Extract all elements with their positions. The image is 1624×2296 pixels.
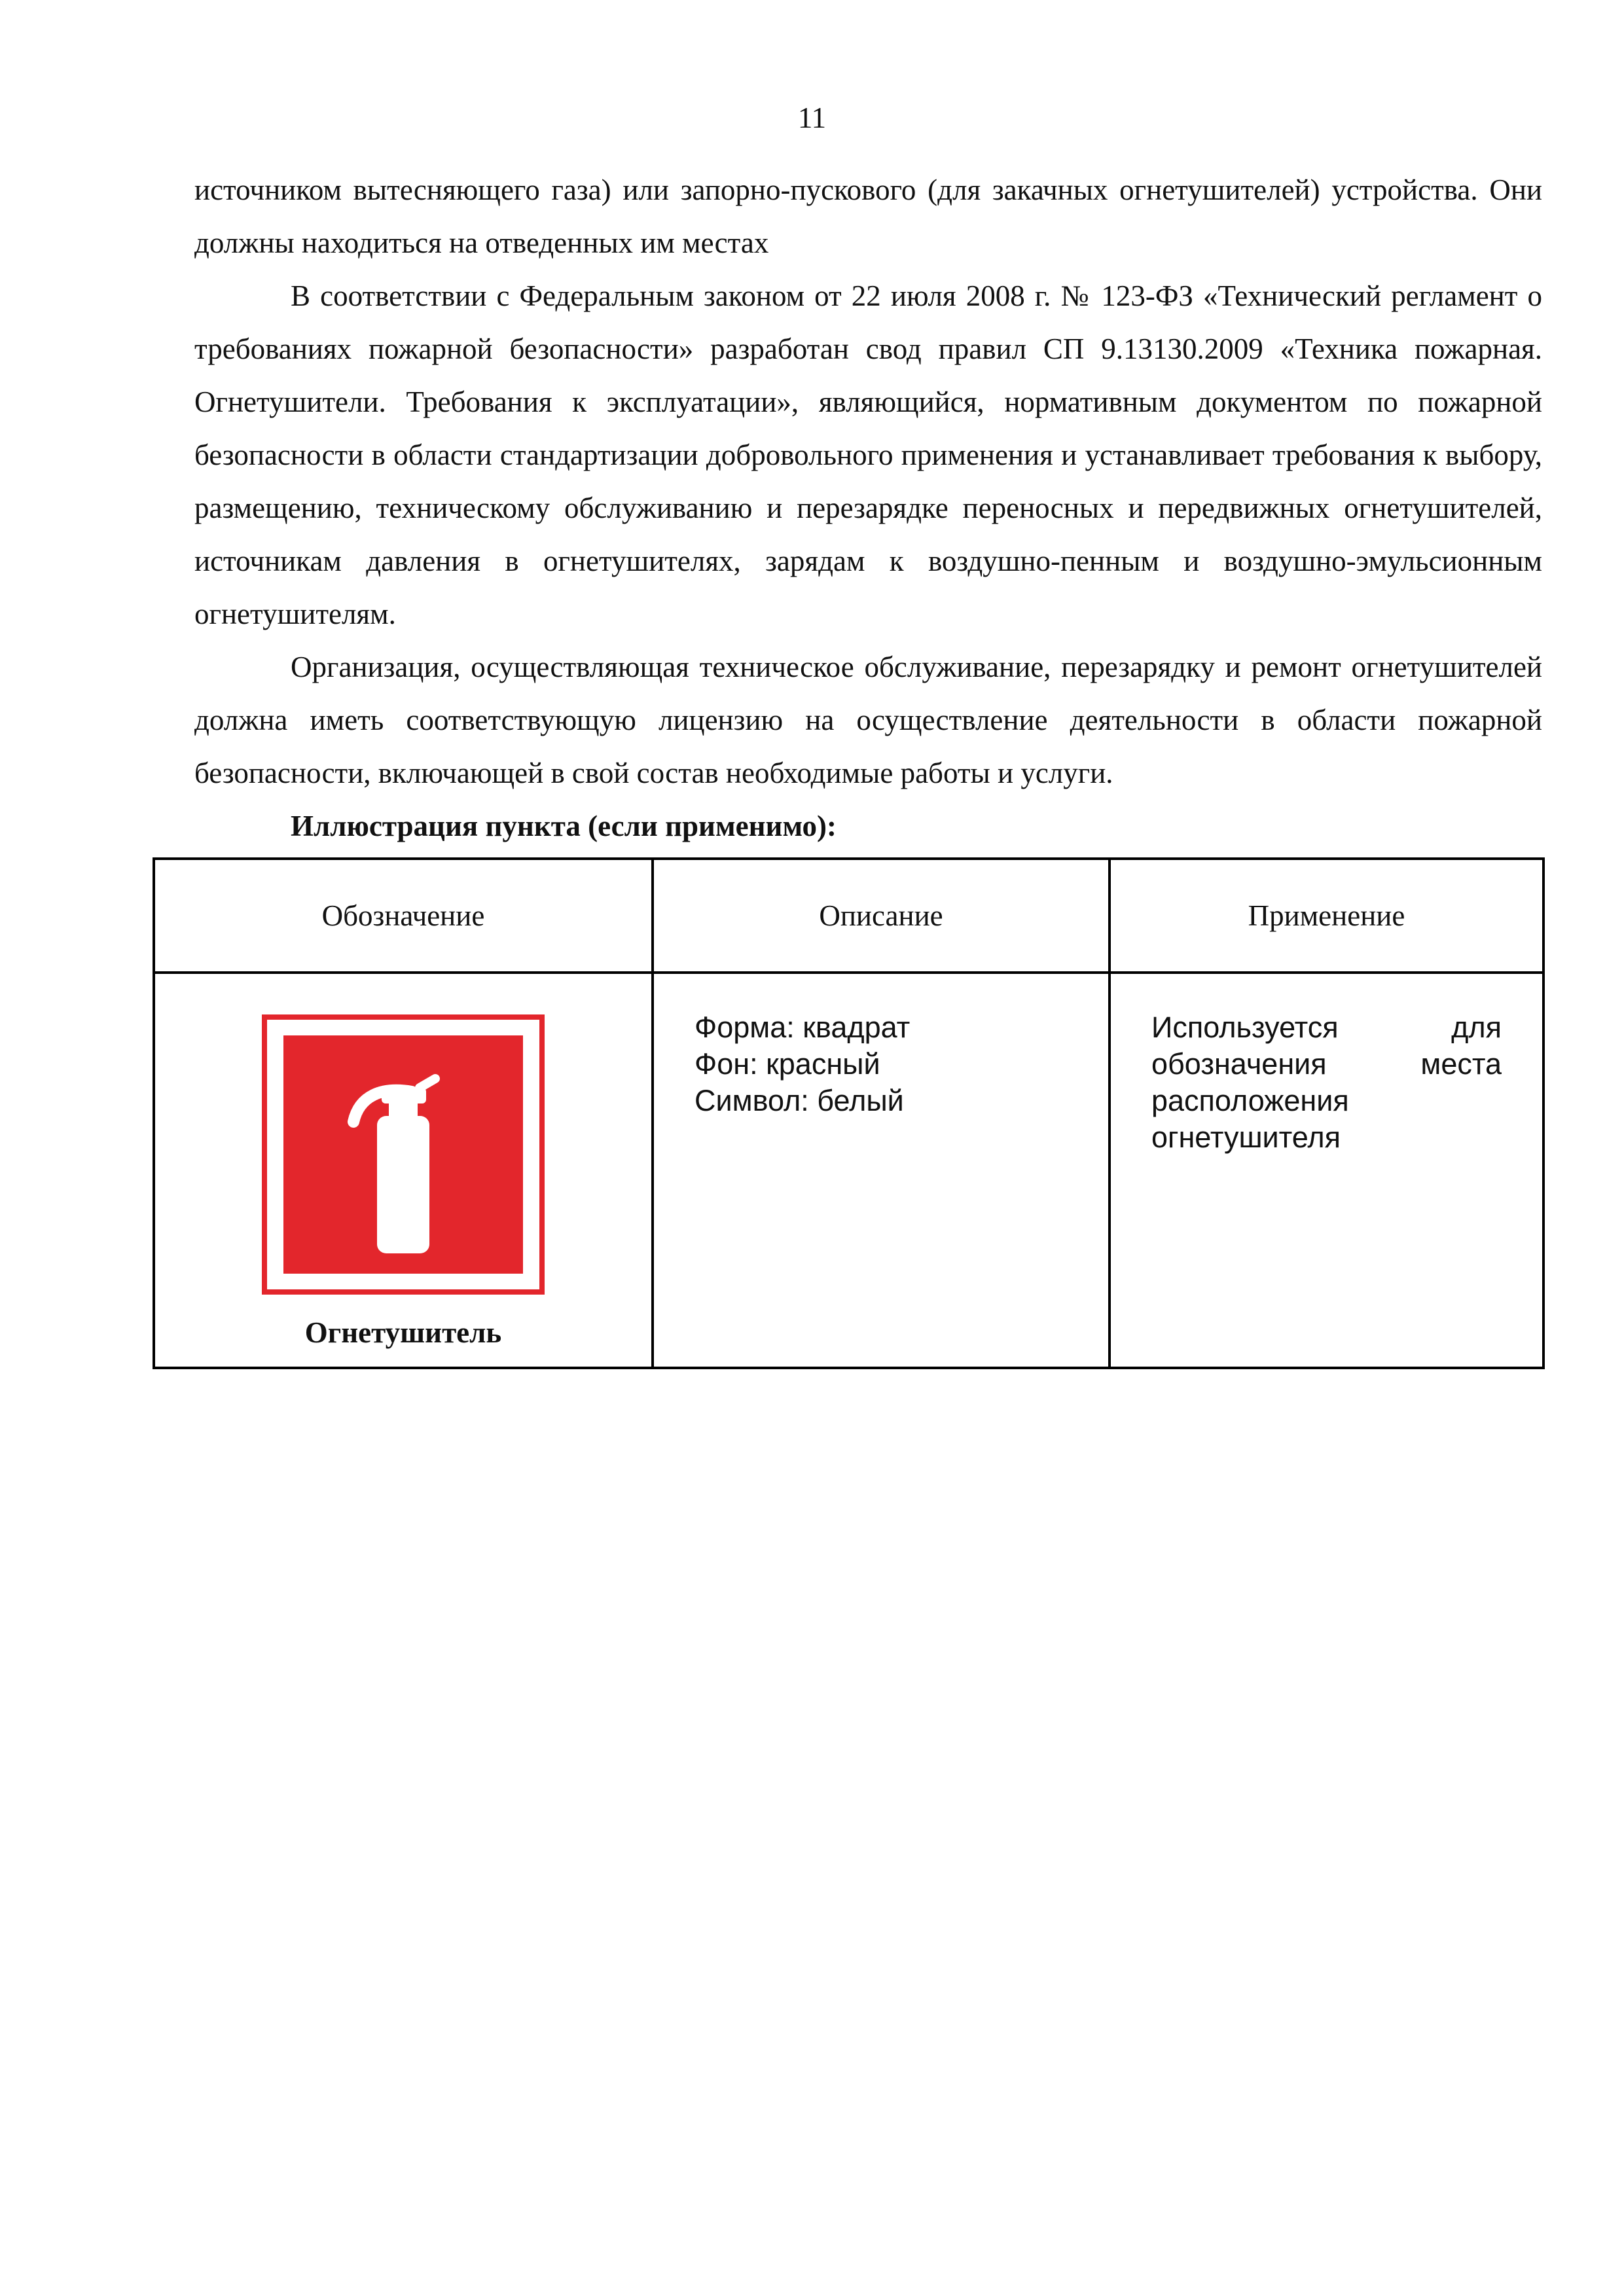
page-number: 11 [797,101,827,134]
body-text [194,164,1542,853]
table-row [154,973,1543,1368]
paragraph-3: Организация, осуществляющая техническое обслуживание, перезарядку и ремонт огнетушителей должна иметь соответствующую лицензию на осуществление деятельности в области пожарной безопасности, включающей в свой состав необходимые работы и услуги. [194,651,1542,789]
description-shape: Форма: квадрат [695,1011,911,1044]
paragraph-2: В соответствии с Федеральным законом от 22 июля 2008 г. № 123-ФЗ «Технический регламент о требованиях пожарной безопасности» разработан свод правил СП 9.13130.2009 «Техника пожарная. Огнетушители. Требования к эксплуатации», являющийся, нормативным документом по пожарной безопасности в области стандартизации добровольного применения и устанавливает требования к выбору, размещению, техническому обслуживанию и перезарядке переносных и передвижных огнетушителей, источникам давления в огнетушителях, зарядам к воздушно-пенным и воздушно-эмульсионным огнетушителям. [194,279,1542,630]
description-symbol: Символ: белый [695,1084,904,1117]
illustration-caption: Иллюстрация пункта (если применимо): [291,810,837,842]
designation-cell [154,973,653,1368]
table-header-row [154,859,1543,973]
paragraph-1: источником вытесняющего газа) или запорно-пускового (для закачных огнетушителей) устройства. Они должны находиться на отведенных им местах [194,173,1542,259]
application-line-2: обозначения места [1151,1047,1502,1081]
fire-extinguisher-sign [262,1014,545,1295]
application-cell [1110,973,1543,1368]
description-cell [653,973,1110,1368]
application-line-1: Используется для [1151,1011,1502,1044]
application-line-4: огнетушителя [1151,1121,1341,1154]
application-line-3: расположения [1151,1084,1349,1117]
header-designation: Обозначение [154,859,653,973]
sign-table [153,857,1545,1369]
header-application: Применение [1110,859,1543,973]
sign-red-square [283,1035,523,1274]
sign-label: Огнетушитель [304,1316,502,1349]
fire-extinguisher-icon [283,1035,523,1274]
header-description: Описание [653,859,1110,973]
description-background: Фон: красный [695,1047,880,1081]
